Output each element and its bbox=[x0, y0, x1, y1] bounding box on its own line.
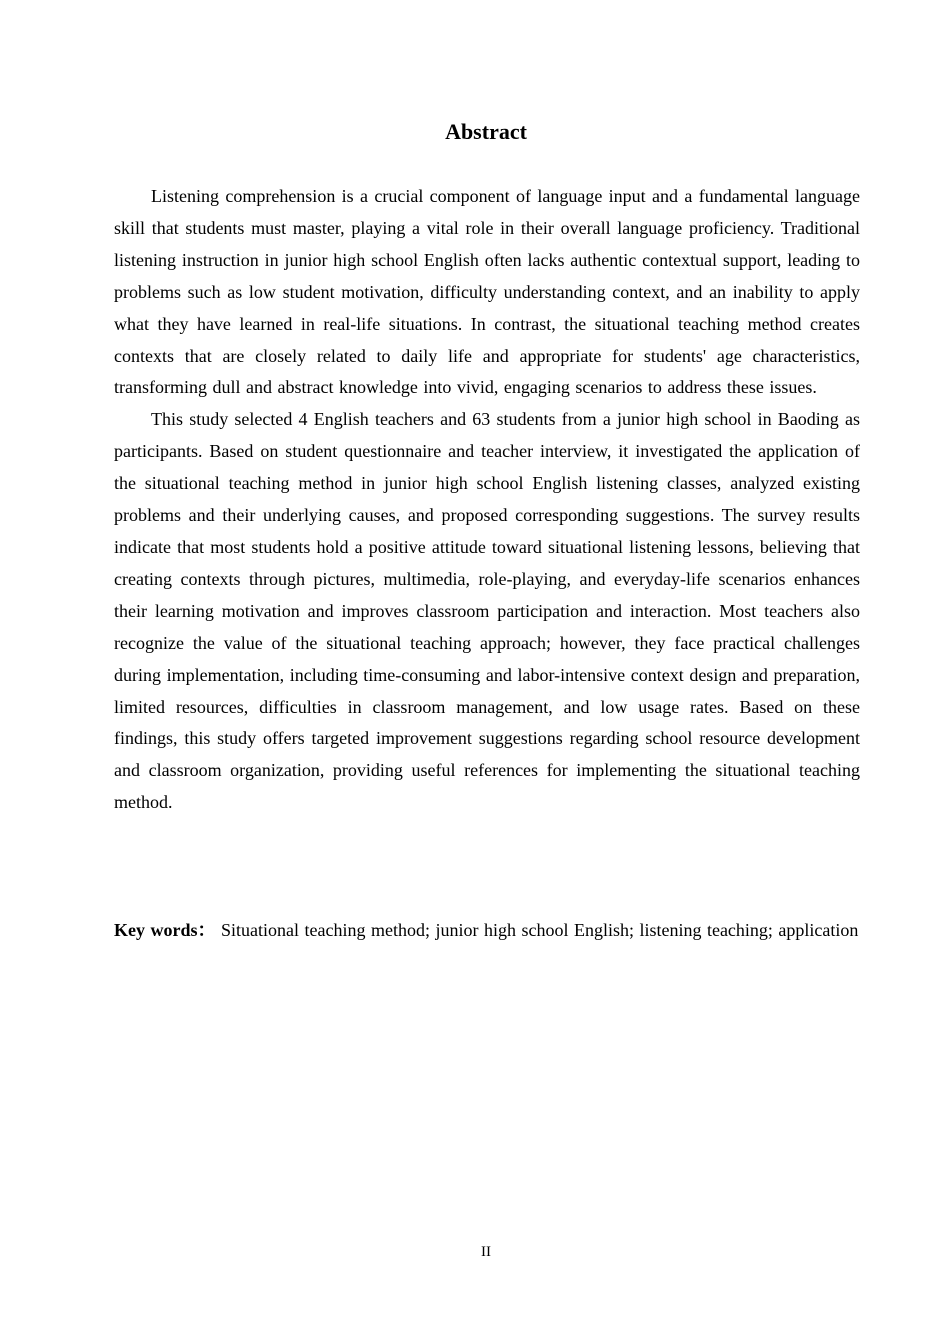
abstract-title: Abstract bbox=[445, 119, 527, 144]
keywords-text: Situational teaching method; junior high school English; listening teaching; application bbox=[221, 920, 859, 940]
abstract-body bbox=[114, 181, 860, 819]
page-number: II bbox=[481, 1244, 491, 1260]
keywords-line bbox=[114, 915, 860, 947]
abstract-paragraph-1: Listening comprehension is a crucial component of language input and a fundamental language skill that students must master, playing a vital role in their overall language proficiency. Traditional listening instruction in junior high school English often lacks authentic contextual support, leading to problems such as low student motivation, difficulty understanding context, and an inability to apply what they have learned in real-life situations. In contrast, the situational teaching method creates contexts that are closely related to daily life and appropriate for students' age characteristics, transforming dull and abstract knowledge into vivid, engaging scenarios to address these issues. bbox=[114, 186, 860, 398]
abstract-paragraph-2: This study selected 4 English teachers and 63 students from a junior high school in Baoding as participants. Based on student questionnaire and teacher interview, it investigated the application of the situational teaching method in junior high school English listening classes, analyzed existing problems and their underlying causes, and proposed corresponding suggestions. The survey results indicate that most students hold a positive attitude toward situational listening lessons, believing that creating contexts through pictures, multimedia, role-playing, and everyday-life scenarios enhances their learning motivation and improves classroom participation and interaction. Most teachers also recognize the value of the situational teaching approach; however, they face practical challenges during implementation, including time-consuming and labor-intensive context design and preparation, limited resources, difficulties in classroom management, and low usage rates. Based on these findings, this study offers targeted improvement suggestions regarding school resource development and classroom organization, providing useful references for implementing the situational teaching method. bbox=[114, 409, 860, 813]
keywords-label: Key words： bbox=[114, 920, 216, 940]
